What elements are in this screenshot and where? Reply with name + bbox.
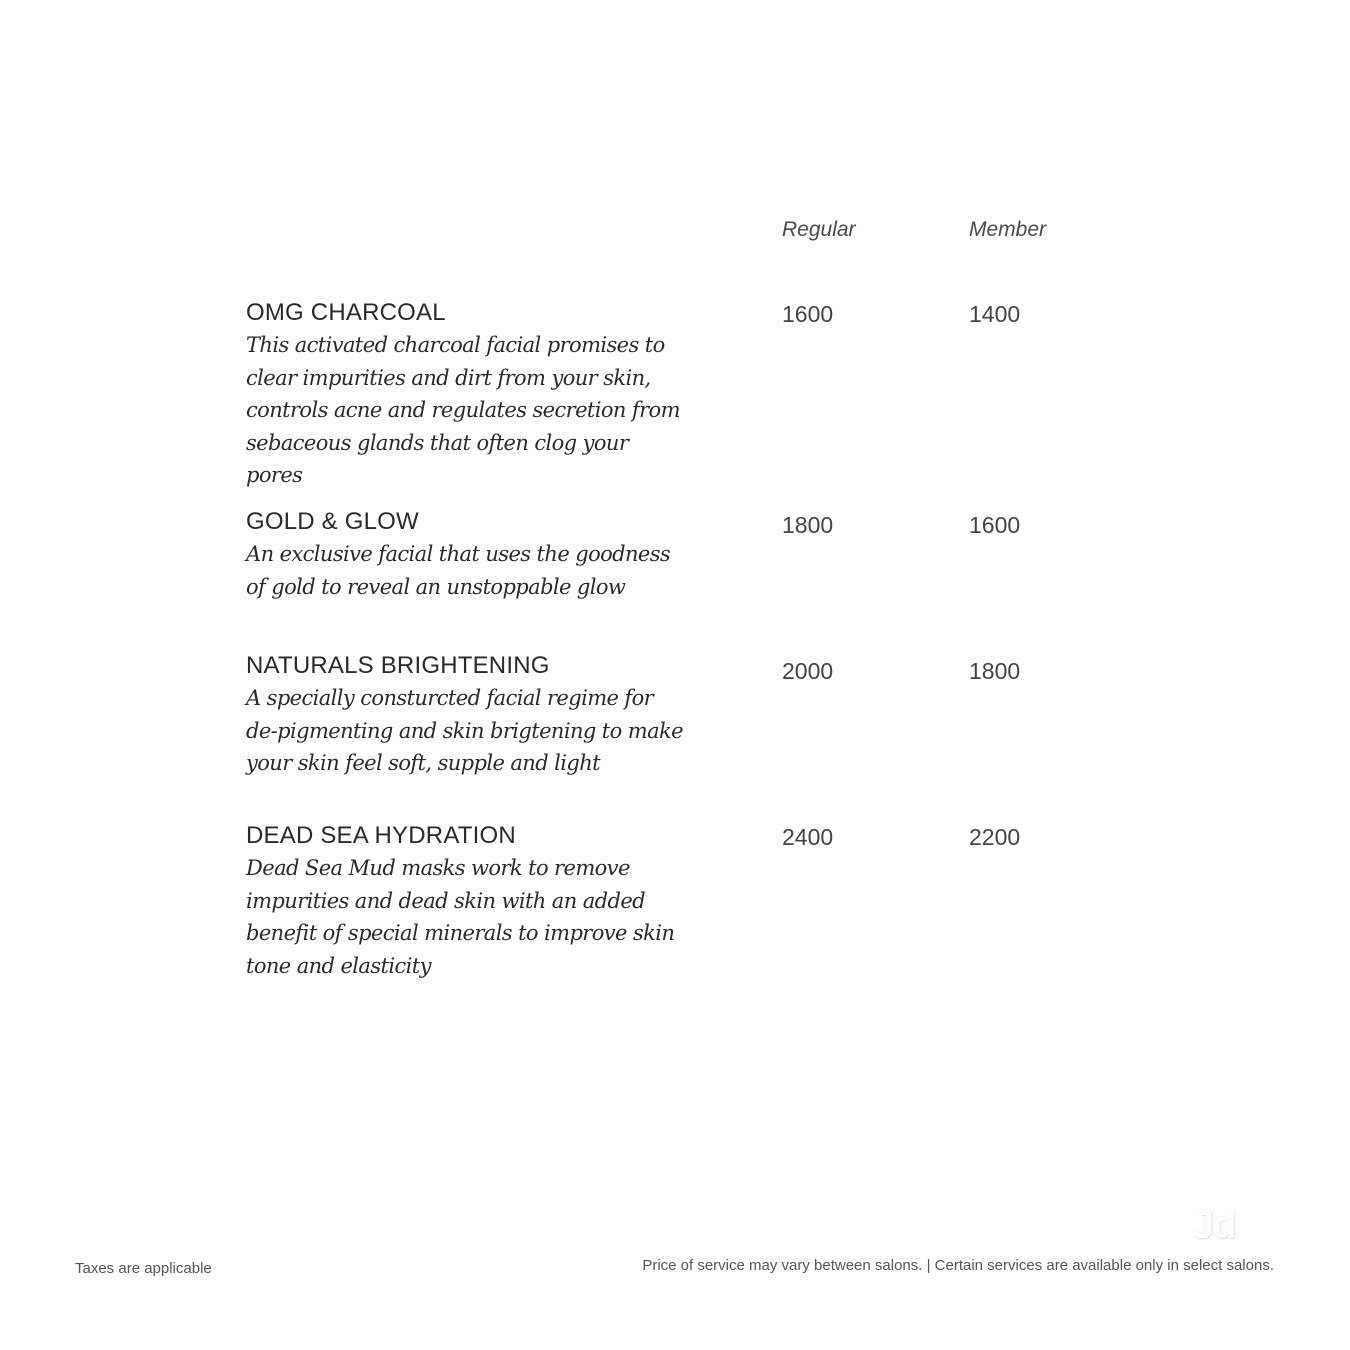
member-price: 2200: [969, 824, 1021, 850]
regular-price: 1800: [782, 512, 834, 538]
taxes-note: Taxes are applicable: [75, 1260, 212, 1277]
service-description: Dead Sea Mud masks work to remove impurities and dead skin with an added benefit of special minerals to improve skin tone and elasticity: [246, 856, 675, 978]
service-name: OMG CHARCOAL: [246, 299, 446, 326]
column-header-regular: Regular: [782, 218, 856, 241]
service-description: An exclusive facial that uses the goodness of gold to reveal an unstoppable glow: [246, 542, 671, 599]
member-price: 1600: [969, 512, 1021, 538]
service-description: This activated charcoal facial promises to clear impurities and dirt from your skin, controls acne and regulates secretion from sebaceous glands that often clog your pores: [246, 333, 680, 487]
regular-price: 2400: [782, 824, 834, 850]
regular-price: 1600: [782, 301, 834, 327]
service-item: [246, 507, 1006, 603]
column-header-member: Member: [969, 218, 1047, 241]
watermark-logo: Jd: [1192, 1203, 1235, 1247]
regular-price: 2000: [782, 658, 834, 684]
service-description: A specially consturcted facial regime for de-pigmenting and skin brigtening to make your skin feel soft, supple and light: [246, 686, 683, 775]
service-name: GOLD & GLOW: [246, 508, 419, 535]
service-item: [246, 821, 1006, 982]
service-name: NATURALS BRIGHTENING: [246, 652, 550, 679]
member-price: 1800: [969, 658, 1021, 684]
service-name: DEAD SEA HYDRATION: [246, 822, 516, 849]
service-item: [246, 298, 1006, 492]
service-item: [246, 651, 1006, 780]
disclaimer-note: Price of service may vary between salons. | Certain services are available only in select salons.: [642, 1257, 1274, 1274]
member-price: 1400: [969, 301, 1021, 327]
